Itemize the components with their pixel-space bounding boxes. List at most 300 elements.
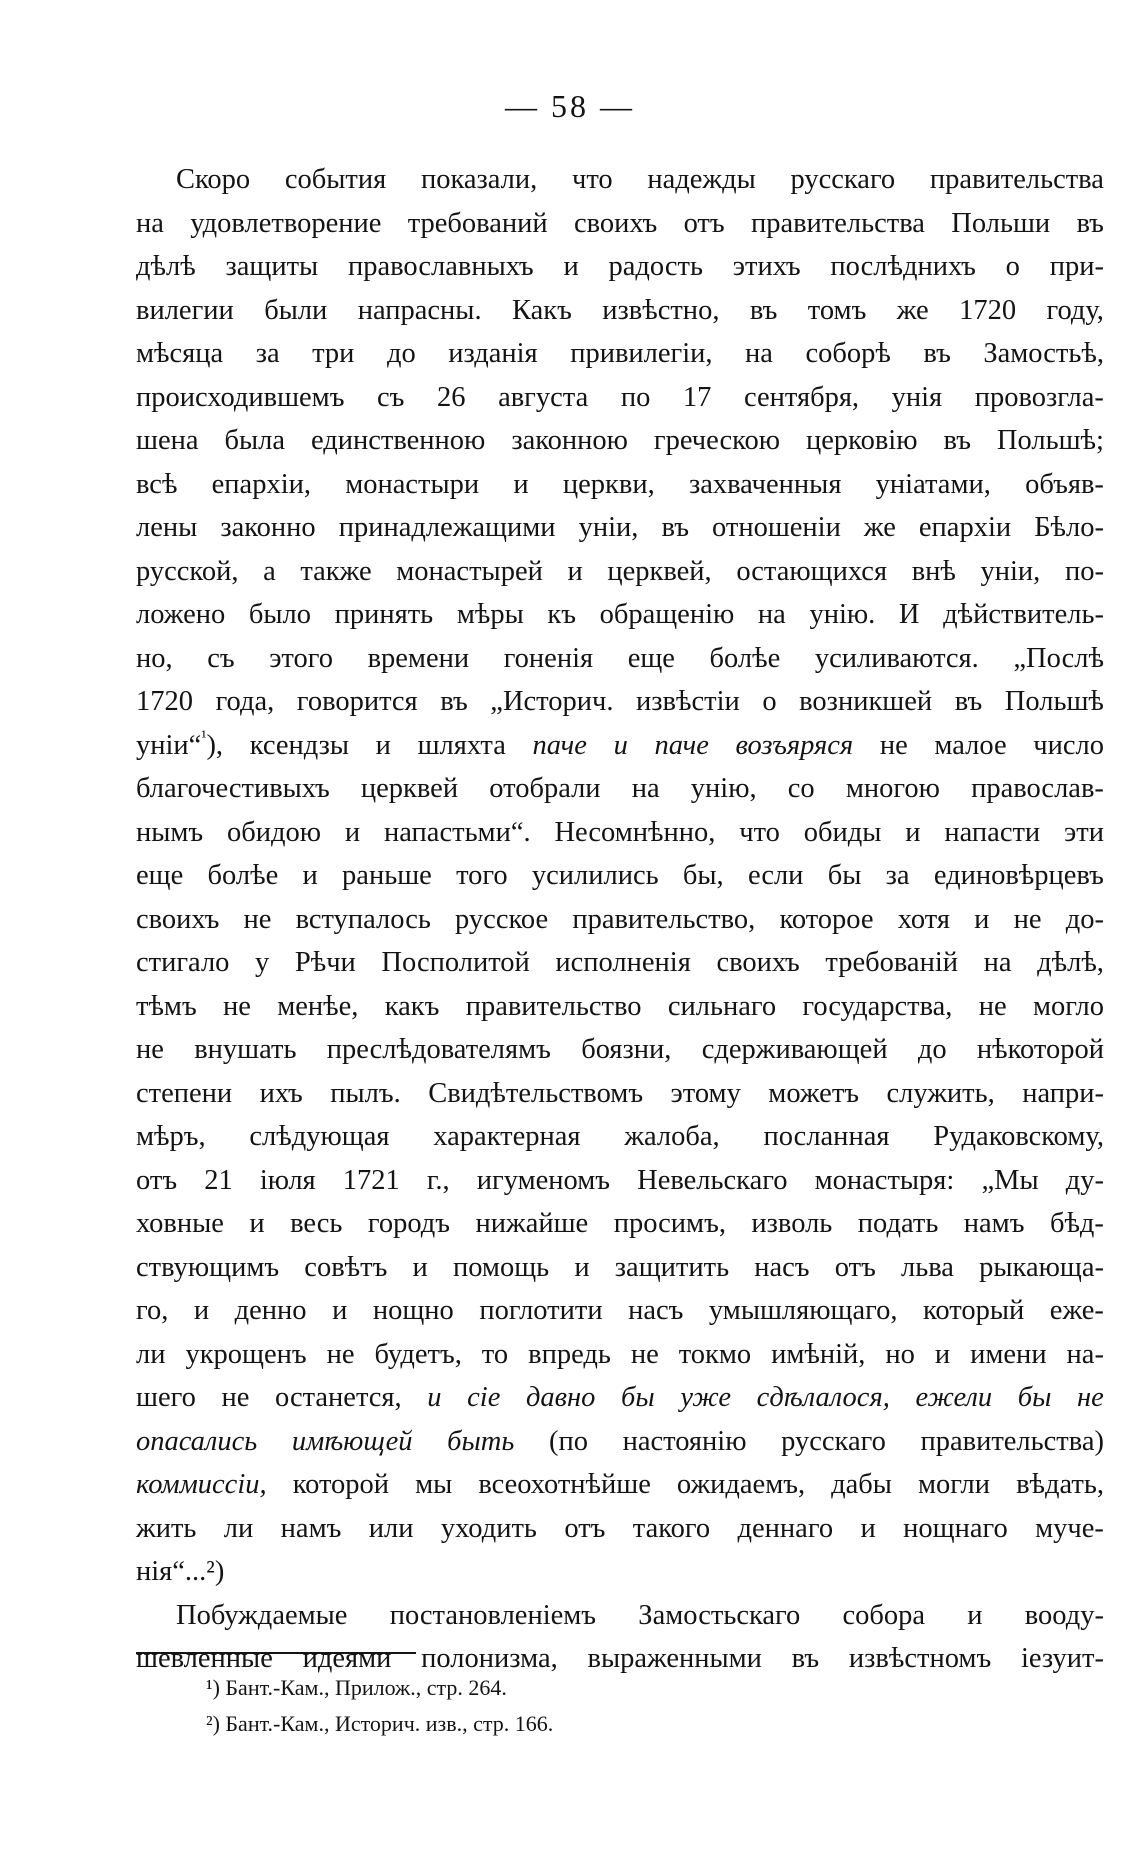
word: же (863, 512, 896, 543)
word: постановленіемъ (389, 1599, 597, 1631)
word: дѣйствитель- (943, 599, 1104, 630)
word: коммиссіи, (136, 1469, 267, 1500)
word: деннаго (737, 1512, 834, 1544)
word: на- (1066, 1338, 1104, 1370)
word: 1720 (136, 686, 193, 717)
word: преслѣдователямъ (326, 1034, 551, 1065)
word: православ- (971, 773, 1104, 804)
word: и (344, 816, 361, 848)
word: къ (547, 599, 576, 630)
word: не (326, 1338, 355, 1370)
word: была (224, 425, 285, 456)
word: умышляющаго, (708, 1295, 898, 1326)
word: вооду- (1024, 1599, 1104, 1631)
word: отъ (683, 207, 725, 239)
word: унію. (809, 599, 876, 630)
word: правительства (750, 207, 925, 239)
text-line (136, 1115, 1104, 1159)
word: до (917, 1034, 947, 1065)
word: 17 (682, 381, 712, 413)
word: могло (1032, 990, 1104, 1022)
word: своихъ (573, 207, 658, 239)
word: имени (970, 1338, 1047, 1370)
word: идеями (302, 1643, 392, 1674)
text-line (136, 854, 1104, 898)
word: монастыри (345, 468, 480, 500)
word: служить, (886, 1077, 995, 1109)
word: и (905, 816, 921, 848)
word: о (1005, 251, 1020, 282)
word: три (312, 338, 355, 369)
word: Рудаковскому, (933, 1121, 1104, 1152)
word: извѣстномъ (848, 1643, 992, 1674)
word: и (860, 1512, 876, 1544)
word: показали, (420, 164, 538, 195)
word: ли (136, 1338, 166, 1370)
word: усиливаются. (814, 642, 979, 674)
word: защиты (225, 251, 319, 282)
word: Какъ (511, 294, 572, 326)
word: единовѣрцевъ (933, 860, 1104, 891)
text-line (136, 767, 1104, 811)
word: дѣлѣ, (1037, 947, 1104, 978)
word: у (255, 947, 270, 978)
word: церкви, (562, 468, 655, 500)
word: такого (632, 1512, 711, 1544)
text-line (136, 1550, 1104, 1594)
word: 1720 (959, 294, 1017, 326)
word: и (249, 1208, 265, 1239)
word: возъяряся (735, 729, 854, 761)
word: мѣсяца (136, 338, 224, 369)
word: монастырей (396, 555, 543, 587)
word: въ (1076, 207, 1104, 239)
word: исполненія (555, 947, 691, 978)
word: остающихся (736, 555, 888, 587)
text-line (136, 593, 1104, 637)
body-text (136, 158, 1104, 1681)
word: нѣкоторой (976, 1034, 1104, 1065)
text-line (136, 1246, 1104, 1290)
word: напастьми“. (384, 816, 531, 848)
word: вѣдать, (1016, 1469, 1104, 1500)
word: было (248, 599, 311, 630)
word: надежды (647, 164, 756, 195)
footnote-divider (136, 1652, 416, 1654)
word: но, (136, 642, 173, 674)
word: и (193, 1295, 210, 1326)
word: церковію (806, 425, 918, 456)
word: имѣющей (291, 1425, 413, 1457)
word: и (302, 860, 318, 891)
word: и (427, 1382, 442, 1413)
word: говорится (296, 686, 418, 717)
word: жить (136, 1512, 197, 1544)
text-line (136, 506, 1104, 550)
word: просимъ, (613, 1208, 726, 1239)
word: Посполитой (381, 947, 530, 978)
word: по- (1064, 555, 1104, 587)
word: которой (292, 1469, 390, 1500)
word: лены (136, 512, 198, 543)
word: тѣмъ (136, 990, 197, 1022)
word: принадлежащими (338, 512, 556, 543)
word: ожидаемъ, (676, 1469, 806, 1500)
word: до- (1065, 903, 1104, 935)
word: еще (627, 642, 675, 674)
word: законною (511, 425, 628, 456)
word: радость (608, 251, 703, 282)
word: съ (207, 642, 235, 674)
word: ксендзы (249, 729, 350, 761)
word: можетъ (768, 1077, 860, 1109)
word: игуменомъ (476, 1164, 611, 1196)
word: который (923, 1295, 1025, 1326)
word: русскаго (790, 164, 896, 195)
word: и (563, 251, 579, 282)
word: этого (269, 642, 333, 674)
word: унію, (690, 773, 757, 804)
word: на (631, 773, 660, 804)
word: быть (447, 1425, 515, 1457)
word: Бѣло- (1034, 512, 1104, 543)
word: въ (791, 1643, 820, 1674)
word: въ (943, 425, 971, 456)
word: впредь (528, 1338, 611, 1370)
word: правительство, (572, 903, 756, 935)
footnote-2: ²) Бант.-Кам., Историч. изв., стр. 166. (206, 1711, 554, 1736)
word: и (412, 1251, 428, 1283)
word: также (300, 555, 372, 587)
word: слѣдующая (249, 1121, 390, 1152)
word: обидою (227, 816, 322, 848)
word: правительства (929, 164, 1104, 195)
text-line (136, 376, 1104, 420)
word: въ (440, 686, 468, 717)
text-line (136, 1072, 1104, 1116)
word: нощнаго (903, 1512, 1008, 1544)
word: не (1013, 903, 1042, 935)
word: шевленные (136, 1643, 273, 1674)
word: мѣръ, (136, 1121, 206, 1152)
word: Рѣчи (294, 947, 356, 978)
word: 1721 (342, 1164, 400, 1196)
text-line (136, 941, 1104, 985)
word: Польшѣ (1004, 686, 1104, 717)
word: дабы (831, 1469, 892, 1500)
word: государства, (802, 990, 953, 1022)
word: благочестивыхъ (136, 773, 330, 804)
word: Несомнѣнно, (554, 816, 716, 848)
word: своихъ (136, 903, 220, 935)
word: уніи, (578, 512, 639, 543)
word: ложено (136, 599, 226, 630)
text-line (136, 898, 1104, 942)
word: единственною (310, 425, 486, 456)
word: Свидѣтельствомъ (428, 1077, 644, 1109)
text-line (136, 550, 1104, 594)
word: на (983, 947, 1012, 978)
word: принять (334, 599, 434, 630)
word: внѣ (911, 555, 956, 587)
word: подать (857, 1208, 939, 1239)
word: унія (891, 381, 943, 413)
word: токмо (678, 1338, 752, 1370)
word: соборѣ (805, 338, 891, 369)
word: хотя (897, 903, 950, 935)
word: нижайше (475, 1208, 589, 1239)
word: всеохотнѣйше (478, 1469, 651, 1500)
text-line (136, 289, 1104, 333)
word: события (284, 164, 387, 195)
word: провозгла- (974, 381, 1104, 413)
word: требованій (825, 947, 958, 978)
word: малое (934, 729, 1007, 761)
word: го, (136, 1295, 169, 1326)
word: уходить (440, 1512, 537, 1544)
word: возникшей (799, 686, 933, 717)
word: отъ (834, 1251, 876, 1283)
word: дѣлѣ (136, 251, 196, 282)
word: бы (1017, 1382, 1052, 1413)
word: на (757, 599, 786, 630)
word: ховные (136, 1208, 224, 1239)
word: церквей, (607, 555, 712, 587)
word: г., (426, 1164, 450, 1196)
text-line (136, 158, 1104, 202)
word: отъ (136, 1164, 178, 1196)
word: раньше (342, 860, 432, 891)
word: изволь (751, 1208, 833, 1239)
word: въ (749, 294, 778, 326)
word: по (620, 381, 651, 413)
word: гоненія (503, 642, 594, 674)
word: и (967, 1599, 983, 1631)
word: намъ (963, 1208, 1025, 1239)
word: паче (532, 729, 587, 761)
word: были (264, 294, 328, 326)
word: и (567, 555, 583, 587)
word: бы, (682, 860, 724, 891)
word: іезуит- (1020, 1643, 1104, 1674)
word: и (375, 729, 391, 761)
word: требований (407, 207, 548, 239)
word: бѣд- (1049, 1208, 1104, 1239)
word: удовлетворение (190, 207, 382, 239)
word: на (136, 207, 164, 239)
word: не (879, 729, 908, 761)
word: болѣе (709, 642, 781, 674)
word: при- (1049, 251, 1104, 282)
word: Замостьскаго (638, 1599, 801, 1631)
word: отъ (564, 1512, 606, 1544)
word: боязни, (581, 1034, 672, 1065)
text-line (136, 1594, 1104, 1638)
word: о (762, 686, 777, 717)
word: эти (1064, 816, 1104, 848)
word: ду- (1065, 1164, 1104, 1196)
word: этихъ (732, 251, 801, 282)
word: нымъ (136, 816, 204, 848)
word: бы (827, 860, 862, 891)
word: что (571, 164, 613, 195)
word: паче (654, 729, 709, 761)
word: настоянію (622, 1425, 747, 1457)
word: за (885, 860, 910, 891)
text-line (136, 202, 1104, 246)
text-line (136, 724, 1104, 768)
word: намъ (280, 1512, 342, 1544)
word: а (263, 555, 276, 587)
word: и (974, 903, 990, 935)
word: ихъ (259, 1077, 303, 1109)
word: еже- (1049, 1295, 1104, 1326)
word: законно (220, 512, 316, 543)
word: стигало (136, 947, 230, 978)
word: усилились (531, 860, 659, 891)
word: денно (234, 1295, 307, 1326)
word: давно (525, 1382, 596, 1413)
text-line (136, 332, 1104, 376)
text-line (136, 637, 1104, 681)
word: со (787, 773, 815, 804)
text-line (136, 1289, 1104, 1333)
word: всѣ (136, 468, 178, 500)
word: Скоро (176, 164, 251, 195)
word: шена (136, 425, 199, 456)
text-line (136, 245, 1104, 289)
word: на (745, 338, 773, 369)
word: не (136, 1034, 164, 1065)
word: что (739, 816, 780, 848)
word: томъ (807, 294, 867, 326)
word: епархіи, (211, 468, 311, 500)
word: до (386, 338, 416, 369)
word: въ (923, 338, 951, 369)
word: И (898, 599, 920, 630)
word: за (255, 338, 280, 369)
word: могли (918, 1469, 991, 1500)
text-line (136, 811, 1104, 855)
word: изданія (448, 338, 538, 369)
text-line (136, 1463, 1104, 1507)
word: сильнаго (667, 990, 777, 1022)
word: опасались (136, 1425, 258, 1457)
word: монастыря: (814, 1164, 955, 1196)
word: не (978, 990, 1007, 1022)
word: ли (223, 1512, 254, 1544)
word: пылъ. (330, 1077, 401, 1109)
word: не (243, 903, 272, 935)
word: защитить (614, 1251, 730, 1283)
word: обиды (803, 816, 882, 848)
word: Побуждаемые (176, 1599, 348, 1631)
word: обращенію (599, 599, 735, 630)
word: правительства) (920, 1425, 1104, 1457)
word: имѣній, (771, 1338, 866, 1370)
word: напасти (944, 816, 1041, 848)
word: или (368, 1512, 414, 1544)
page-number: — 58 — (505, 88, 635, 124)
word: еще (136, 860, 184, 891)
word: напрасны. (357, 294, 482, 326)
word: захваченныя (688, 468, 842, 500)
word: (по (548, 1425, 588, 1457)
word: епархіи (918, 512, 1012, 543)
text-line (136, 985, 1104, 1029)
word: и (934, 1338, 951, 1370)
word: бы (621, 1382, 655, 1413)
text-line (136, 1376, 1104, 1420)
word: если (747, 860, 804, 891)
word: посланная (763, 1121, 890, 1152)
word: русское (455, 903, 549, 935)
word: іюля (259, 1164, 316, 1196)
word: не (221, 1382, 250, 1413)
word: останется, (274, 1382, 402, 1413)
word: ствующимъ (136, 1251, 280, 1283)
word: мѣры (456, 599, 524, 630)
word: шего (136, 1382, 196, 1413)
word: жалоба, (624, 1121, 720, 1152)
word: насъ (754, 1251, 810, 1283)
word: будетъ, (374, 1338, 462, 1370)
word: правительство (465, 990, 642, 1022)
word: августа (498, 381, 589, 413)
text-line (136, 463, 1104, 507)
word: Замостьѣ, (983, 338, 1104, 369)
word: и (613, 729, 628, 761)
word: русской, (136, 555, 239, 587)
word: съ (377, 381, 405, 413)
word: уніи, (980, 555, 1041, 587)
word: которое (779, 903, 874, 935)
text-line (136, 680, 1104, 724)
word: укрощенъ (185, 1338, 307, 1370)
word: весь (290, 1208, 343, 1239)
word: городъ (367, 1208, 451, 1239)
word: церквей (360, 773, 459, 804)
word: рыкающа- (979, 1251, 1104, 1283)
text-line (136, 1507, 1104, 1551)
word: муче- (1035, 1512, 1104, 1544)
word: и (332, 1295, 348, 1326)
word: отношеніи (711, 512, 841, 543)
word: мы (415, 1469, 453, 1500)
word: 21 (204, 1164, 233, 1196)
word: въ (661, 512, 689, 543)
word: происходившемъ (136, 381, 345, 413)
word: „Мы (981, 1164, 1039, 1196)
word: степени (136, 1077, 233, 1109)
word: православныхъ (347, 251, 534, 282)
word: нія“...²) (136, 1556, 225, 1587)
word: не (223, 990, 251, 1022)
word: число (1033, 729, 1104, 761)
word: 26 (437, 381, 466, 413)
word: своихъ (716, 947, 800, 978)
word: льва (901, 1251, 954, 1283)
word: помощь (452, 1251, 550, 1283)
text-line (136, 1159, 1104, 1203)
text-line (136, 1420, 1104, 1464)
word: того (456, 860, 508, 891)
word: греческою (653, 425, 781, 456)
word: извѣстно, (602, 294, 720, 326)
word: то (481, 1338, 509, 1370)
word: сентября, (743, 381, 860, 413)
word: вступалось (295, 903, 431, 935)
